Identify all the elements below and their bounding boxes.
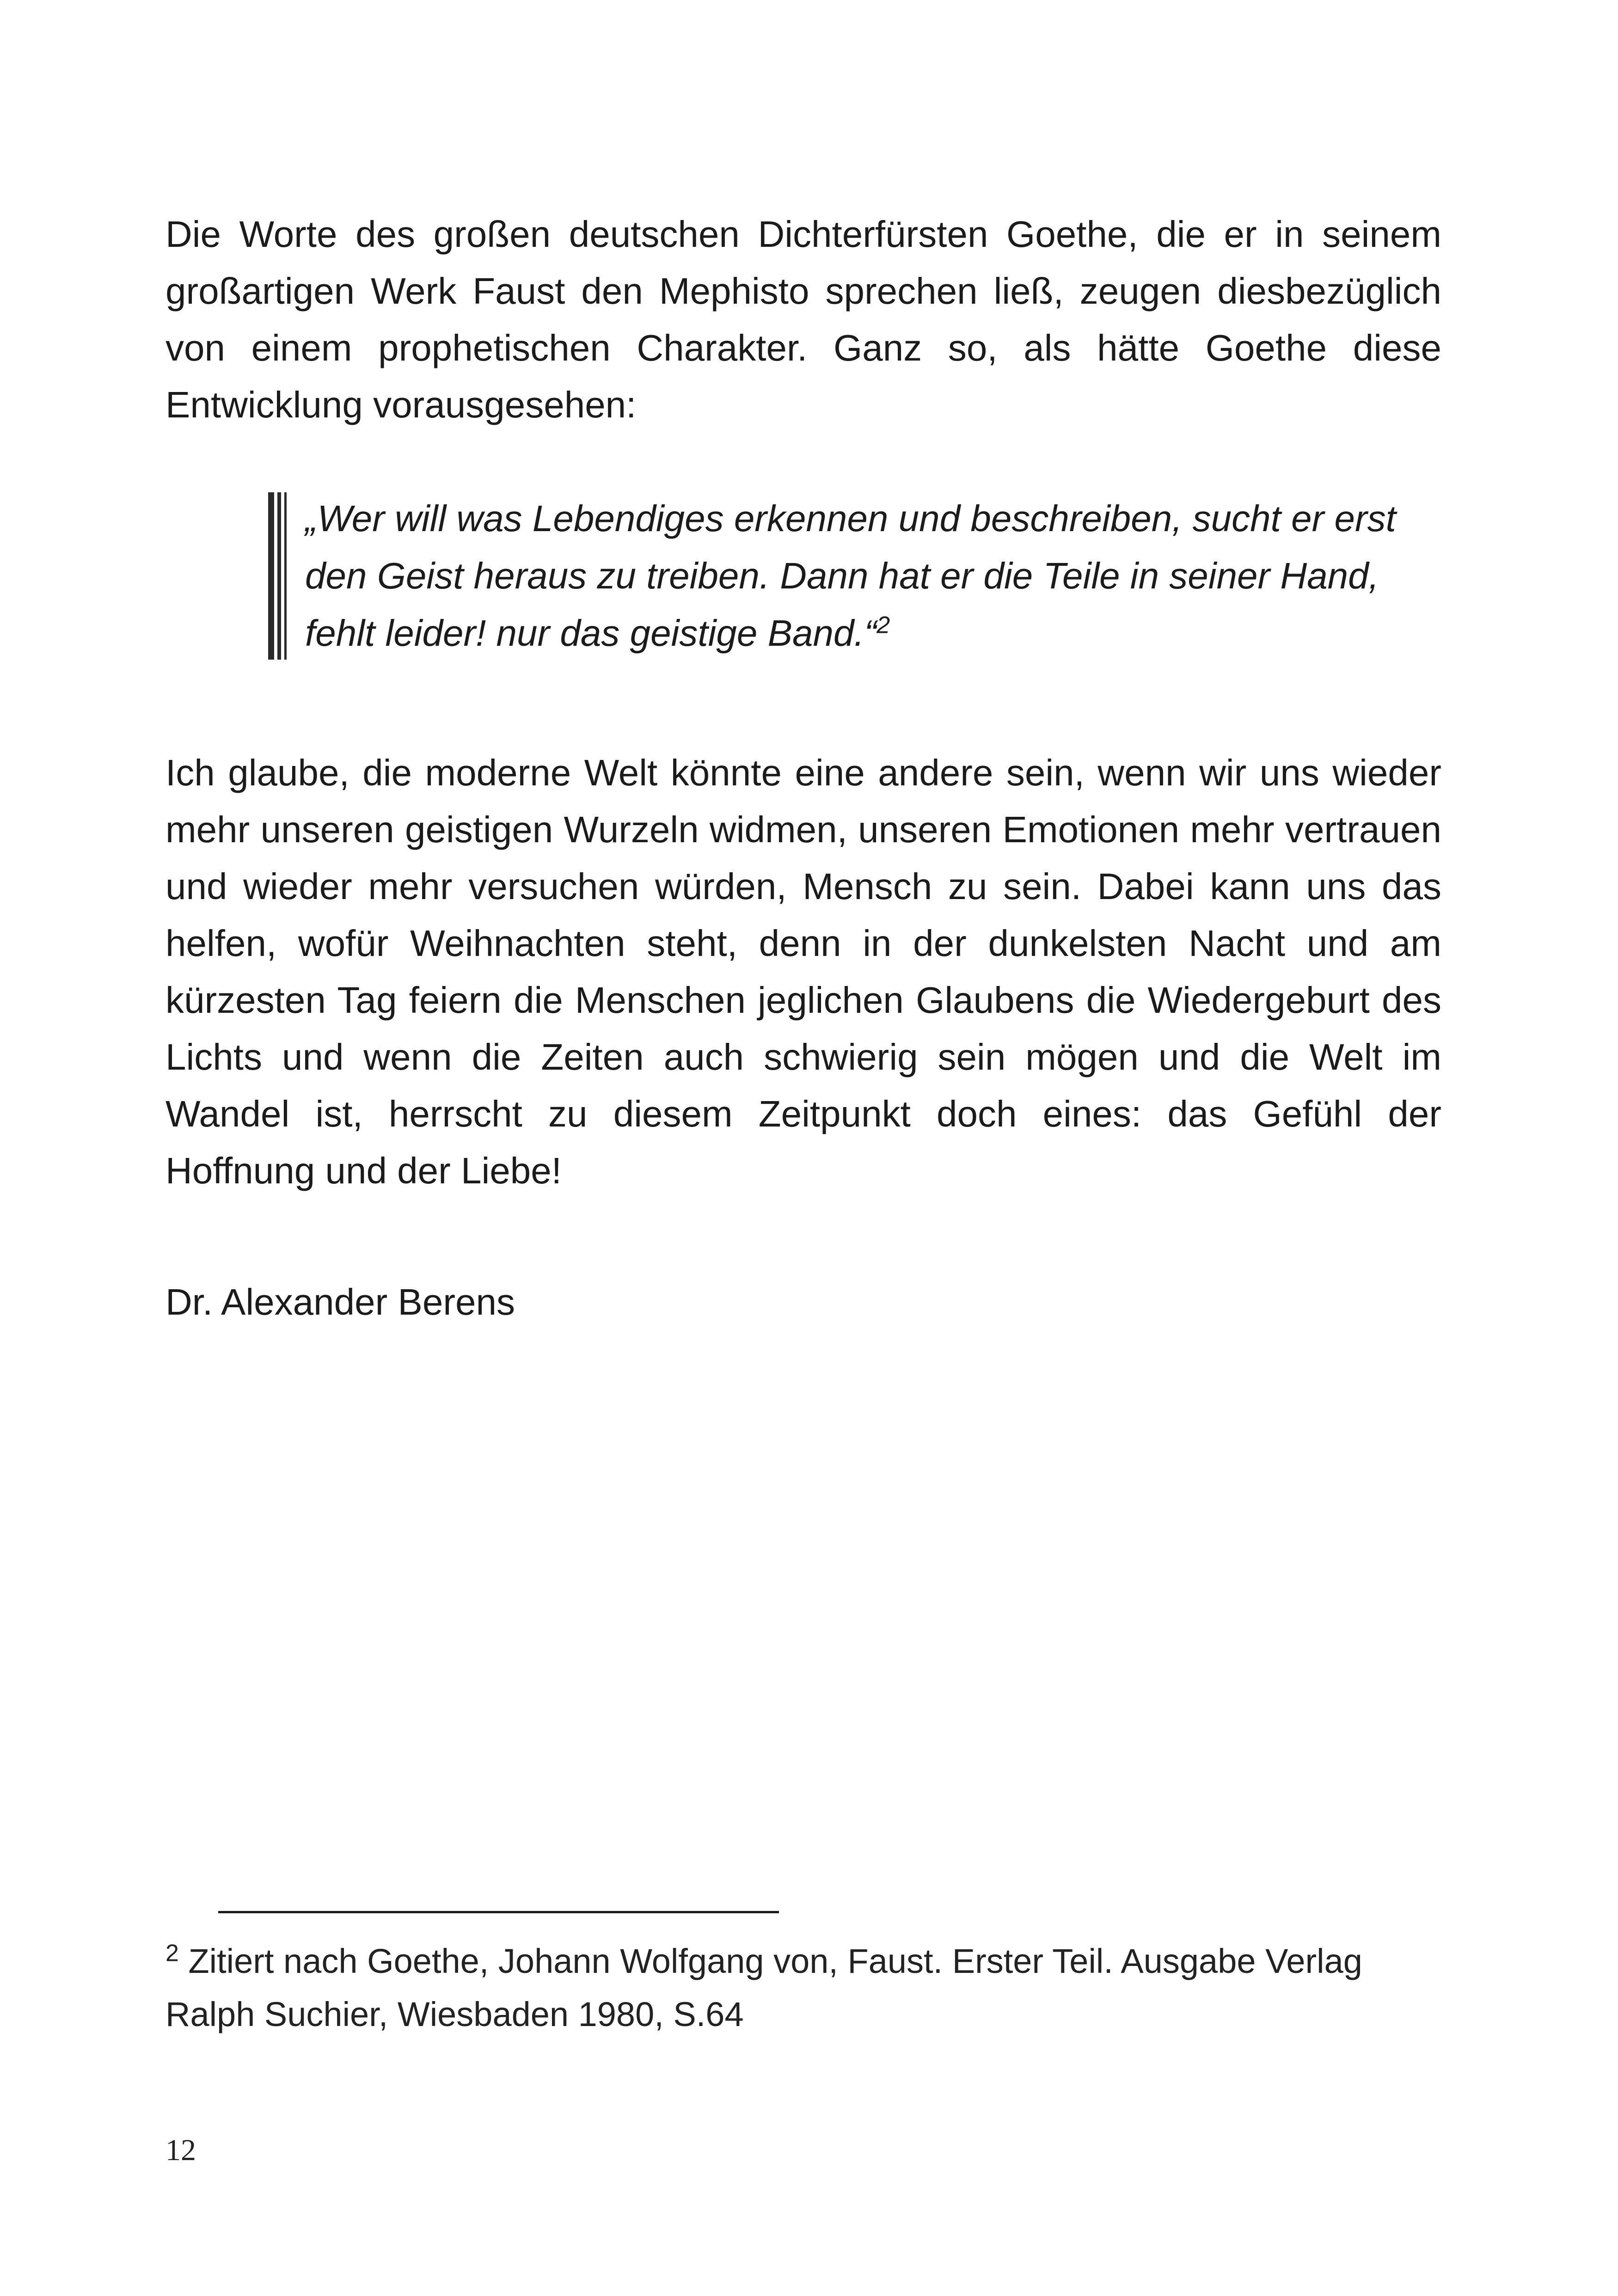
footnote-number: 2 (165, 1940, 179, 1967)
body-paragraph-2: Ich glaube, die moderne Welt könnte eine andere sein, wenn wir uns wieder mehr unseren geistigen Wurzeln widmen, unseren Emotionen mehr vertrauen und wieder mehr versuchen würden, Mensch zu sein. Dabei kann uns das helfen, wofür Weihnachten steht, denn in der dunkelsten Nacht und am kürzesten Tag feiern die Menschen jeglichen Glaubens die Wiedergeburt des Lichts und wenn die Zeiten auch schwierig sein mögen und die Welt im Wandel ist, herrscht zu diesem Zeitpunkt doch eines: das Gefühl der Hoffnung und der Liebe! (165, 752, 1441, 1191)
signature: Dr. Alexander Berens (165, 1281, 515, 1322)
body-paragraph-1: Die Worte des großen deutschen Dichterfürsten Goethe, die er in seinem großartigen Werk Faust den Mephisto sprechen ließ, zeugen diesbezüglich von einem prophetischen Charakter. Ganz so, als hätte Goethe diese Entwicklung vorausgesehen: (165, 214, 1441, 425)
quote-text: „Wer will was Lebendiges erkennen und beschreiben, sucht er erst den Geist heraus zu treiben. Dann hat er die Teile in seiner Hand, fehlt leider! nur das geistige Band.“ (305, 498, 1396, 654)
footnote (165, 1935, 1441, 2041)
quote-footnote-ref[interactable]: 2 (876, 612, 890, 639)
blockquote (268, 490, 1442, 662)
footnote-text: Zitiert nach Goethe, Johann Wolfgang von, Faust. Erster Teil. Ausgabe Verlag Ralph Suchier, Wiesbaden 1980, S.64 (165, 1942, 1362, 2033)
quote-bar-decoration (268, 490, 287, 662)
quote-text-block (305, 490, 1442, 662)
page-number: 12 (165, 2133, 196, 2167)
footnote-divider (218, 1911, 779, 1913)
